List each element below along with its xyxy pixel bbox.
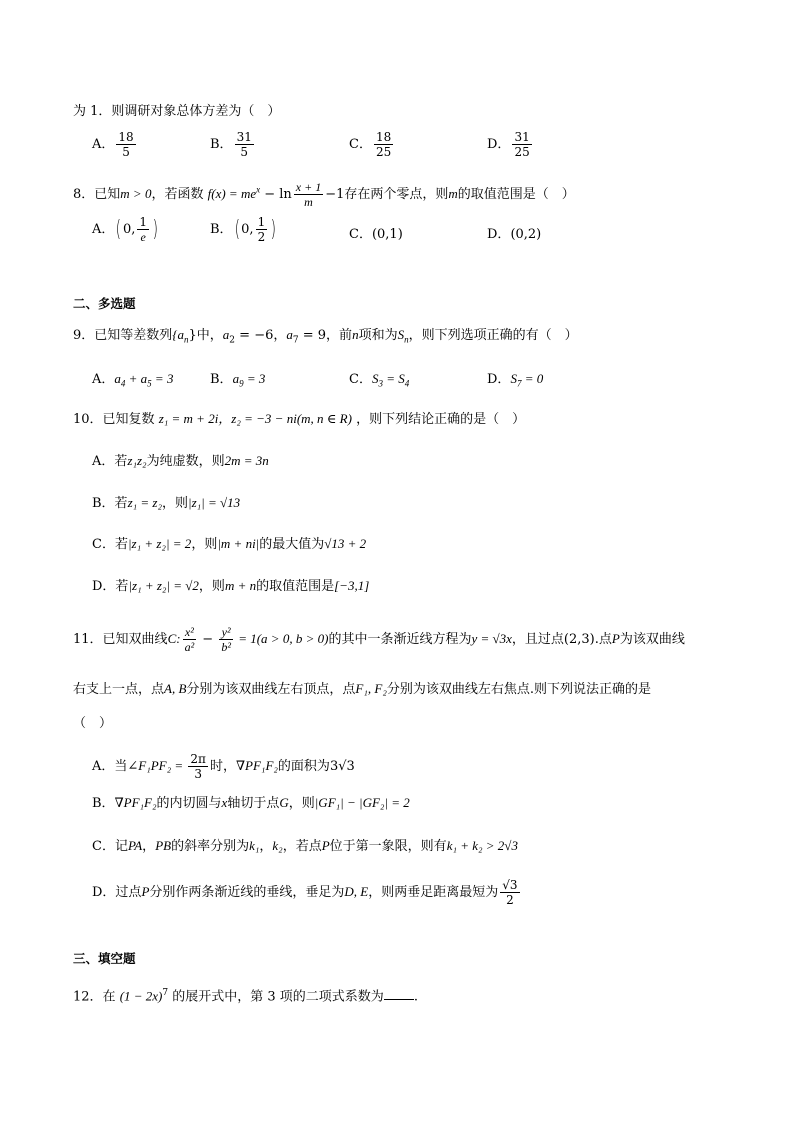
frac-den: 3 — [194, 767, 202, 781]
math: − ln — [260, 187, 292, 202]
option-label: C． — [349, 372, 372, 387]
text: ， — [142, 839, 156, 854]
math: P — [141, 884, 150, 899]
math: PA — [127, 838, 143, 853]
q11-option-b — [92, 794, 410, 813]
text: ， — [259, 839, 273, 854]
frac-num: 18 — [375, 130, 392, 144]
frac-num: 2π — [190, 752, 206, 766]
text: 的内切圆与 — [156, 796, 222, 811]
text: ，则下列选项正确的有（ ） — [408, 328, 578, 343]
math: ∠F₁PF₂ = — [127, 758, 187, 773]
question-number: 9． — [73, 328, 95, 343]
frac-num: 18 — [118, 130, 134, 144]
math: |z₁| = √13 — [188, 495, 241, 510]
math: P — [611, 631, 620, 646]
text: 已知双曲线 — [102, 632, 168, 647]
option-label: D． — [487, 227, 511, 242]
q9-option-d: D．$S_7 = 0$ — [487, 371, 544, 389]
frac-den: a² — [184, 640, 195, 654]
text: 为该双曲线 — [619, 632, 685, 647]
math: } — [188, 328, 197, 343]
math: k₂ — [272, 838, 283, 853]
math: 0, — [241, 222, 254, 237]
option-label: A．当 — [92, 759, 128, 774]
q7-option-a — [92, 130, 138, 159]
q9-option-c: C．$S_3 = S_4$ — [349, 371, 410, 389]
text: 中， — [196, 328, 223, 343]
option-label: B． — [210, 372, 233, 387]
math-sub: n — [184, 334, 189, 345]
q7-tail: 为 1．则调研对象总体方差为（ ） — [73, 104, 281, 119]
q9-option-a: A．$a_4 + a_5 = 3$ — [92, 371, 174, 389]
frac-num: x² — [183, 625, 197, 640]
math: |z₁ + z₂| = √2 — [128, 578, 199, 593]
math: [−3,1] — [334, 578, 370, 593]
math: P — [321, 838, 330, 853]
math: z₁z₂ — [127, 453, 147, 468]
frac-num: 31 — [514, 130, 530, 144]
option-label: D． — [487, 137, 511, 152]
math: m + n — [224, 578, 257, 593]
math: |z₁ + z₂| = 2 — [127, 536, 192, 551]
q10-option-a — [92, 452, 269, 471]
text: ，则 — [162, 496, 189, 511]
math: 3√3 — [329, 759, 355, 774]
option-label: D． — [487, 372, 511, 387]
text: −1存在两个零点，则 — [325, 187, 449, 202]
frac-num: 1 — [139, 215, 148, 229]
option-label: D．若 — [92, 579, 129, 594]
frac-num: 1 — [257, 215, 266, 229]
text: ，则两垂足距离最短为 — [368, 885, 499, 900]
q8-option-c — [349, 223, 403, 242]
math: (1 − 2x) — [119, 988, 163, 1004]
math: k₁ — [249, 838, 260, 853]
math: x — [221, 795, 228, 810]
frac-den: 2 — [257, 230, 266, 244]
text: . — [413, 989, 418, 1005]
option-label: C．记 — [92, 839, 128, 854]
math: z₁ = z₂ — [127, 495, 162, 510]
option-label: A． — [92, 222, 115, 237]
q11-option-d — [92, 878, 522, 907]
option-label: C． — [349, 137, 372, 152]
section-heading-fill-in: 三、填空题 — [73, 951, 136, 966]
frac-den: m — [304, 195, 313, 209]
text: ，则 — [288, 796, 315, 811]
math-sub: 7 — [292, 335, 299, 346]
math: = −6 — [235, 328, 274, 343]
q10-option-c — [92, 535, 366, 554]
question-number: 8． — [73, 187, 95, 202]
text: 轴切于点 — [227, 796, 280, 811]
option-label: D．过点 — [92, 885, 142, 900]
frac-den: b² — [221, 640, 231, 654]
math: = 9 — [298, 328, 327, 343]
question-11 — [73, 625, 685, 654]
math: k₁ + k₂ > 2√3 — [446, 838, 518, 853]
question-9 — [73, 326, 578, 350]
frac-den: 5 — [122, 145, 130, 159]
text: 已知 — [94, 187, 121, 202]
math: √13 + 2 — [324, 536, 367, 551]
math: a — [222, 327, 230, 342]
math: 0, — [122, 222, 136, 237]
text: 10．已知复数 — [73, 412, 155, 427]
text: 为纯虚数，则 — [146, 454, 225, 469]
text: 右支上一点，点 — [73, 682, 165, 697]
text: 的面积为 — [277, 759, 330, 774]
text: ，则下列结论正确的是（ ） — [356, 412, 526, 427]
q7-option-b — [210, 130, 256, 159]
math: ∇PF₁F₂ — [235, 758, 278, 773]
text: 分别为该双曲线左右顶点，点 — [186, 682, 356, 697]
text: 的取值范围是（ ） — [457, 187, 575, 202]
math: A, B — [164, 681, 187, 696]
frac-den: 2 — [506, 893, 514, 907]
math: {a — [172, 327, 184, 342]
frac-den: e — [140, 230, 146, 244]
text: ，前 — [326, 328, 353, 343]
text: 已知等差数列 — [94, 328, 173, 343]
text: 时， — [209, 759, 236, 774]
text: 分别为该双曲线左右焦点.则下列说法正确的是 — [386, 682, 651, 697]
math: n — [352, 327, 359, 342]
option-label: B． — [210, 137, 233, 152]
q8-option-a: A．( 0, $\frac{1}{e}$ ) — [92, 215, 158, 244]
question-12 — [73, 984, 418, 1006]
question-10 — [73, 410, 525, 429]
math-exp: x — [256, 184, 261, 195]
math: D, E — [344, 884, 369, 899]
frac-num: x + 1 — [295, 180, 322, 194]
q10-option-b — [92, 494, 240, 513]
question-8 — [73, 180, 575, 209]
text: 的最大值为 — [259, 537, 325, 552]
option-label: B．若 — [92, 496, 128, 511]
text: 的斜率分别为 — [171, 839, 250, 854]
text: 的取值范围是 — [256, 579, 335, 594]
text: 分别作两条渐近线的垂线，垂足为 — [149, 885, 345, 900]
math: m > 0 — [120, 186, 152, 201]
text: .点 — [594, 632, 612, 647]
math-sub: 2 — [229, 335, 236, 346]
q9-option-b: B．$a_9 = 3$ — [210, 371, 266, 389]
option-label: C． — [349, 227, 372, 242]
math: ∇PF₁F₂ — [114, 795, 157, 810]
section-heading-multiple-choice: 二、多选题 — [73, 296, 136, 311]
option-label: A． — [92, 372, 115, 387]
answer-blank[interactable] — [384, 987, 414, 1000]
option-label: C．若 — [92, 537, 128, 552]
option-label: B． — [210, 222, 233, 237]
option-label: A． — [92, 137, 115, 152]
question-number: 11． — [73, 632, 103, 647]
text: 的展开式中，第 3 项的二项式系数为 — [172, 989, 384, 1005]
text: ，若点 — [282, 839, 322, 854]
frac-num: y² — [219, 625, 233, 640]
q11-option-a — [92, 752, 355, 781]
text: 12．在 — [73, 989, 116, 1005]
q7-option-c — [349, 130, 395, 159]
text: ， — [273, 328, 287, 343]
math: |m + ni| — [217, 536, 260, 551]
frac-den: 25 — [514, 145, 530, 159]
math: z₁ = m + 2i，z₂ = −3 − ni(m, n ∈ R) — [158, 411, 352, 426]
math: − — [198, 632, 218, 647]
q7-option-d — [487, 130, 534, 159]
math: F₁, F₂ — [355, 681, 387, 696]
frac-num: √3 — [502, 878, 518, 892]
text: ，若函数 — [151, 187, 204, 202]
q11-option-c — [92, 837, 518, 856]
math: PB — [155, 838, 172, 853]
math: |GF₁| − |GF₂| = 2 — [314, 795, 410, 810]
text: ，则 — [198, 579, 225, 594]
math: C: — [167, 631, 181, 646]
math: (0,1) — [371, 227, 403, 242]
math: m — [448, 186, 458, 201]
option-label: A．若 — [92, 454, 128, 469]
text: 的其中一条渐近线方程为 — [328, 632, 472, 647]
question-11-paren: （ ） — [73, 716, 113, 731]
math-sub: n — [404, 334, 409, 345]
frac-num: 31 — [236, 130, 252, 144]
math: S — [397, 327, 405, 342]
math-exp: 7 — [162, 988, 169, 998]
text: ，且过点 — [511, 632, 564, 647]
math: (2,3) — [563, 632, 595, 647]
math: = 1(a > 0, b > 0) — [234, 631, 329, 646]
math: f(x) = me — [207, 186, 257, 201]
text: 项和为 — [358, 328, 398, 343]
text: 位于第一象限，则有 — [329, 839, 447, 854]
q8-option-d — [487, 223, 541, 242]
q10-option-d — [92, 577, 369, 596]
question-11-line2 — [73, 680, 651, 699]
math: (0,2) — [510, 227, 542, 242]
math: y = √3x — [471, 631, 512, 646]
frac-den: 25 — [375, 145, 392, 159]
text: ，则 — [191, 537, 218, 552]
math: G — [279, 795, 289, 810]
math: a — [286, 327, 293, 342]
option-label: B． — [92, 796, 115, 811]
math: 2m = 3n — [224, 453, 269, 468]
q8-option-b: B．( 0, $\frac{1}{2}$ ) — [210, 215, 277, 244]
frac-den: 5 — [240, 145, 249, 159]
